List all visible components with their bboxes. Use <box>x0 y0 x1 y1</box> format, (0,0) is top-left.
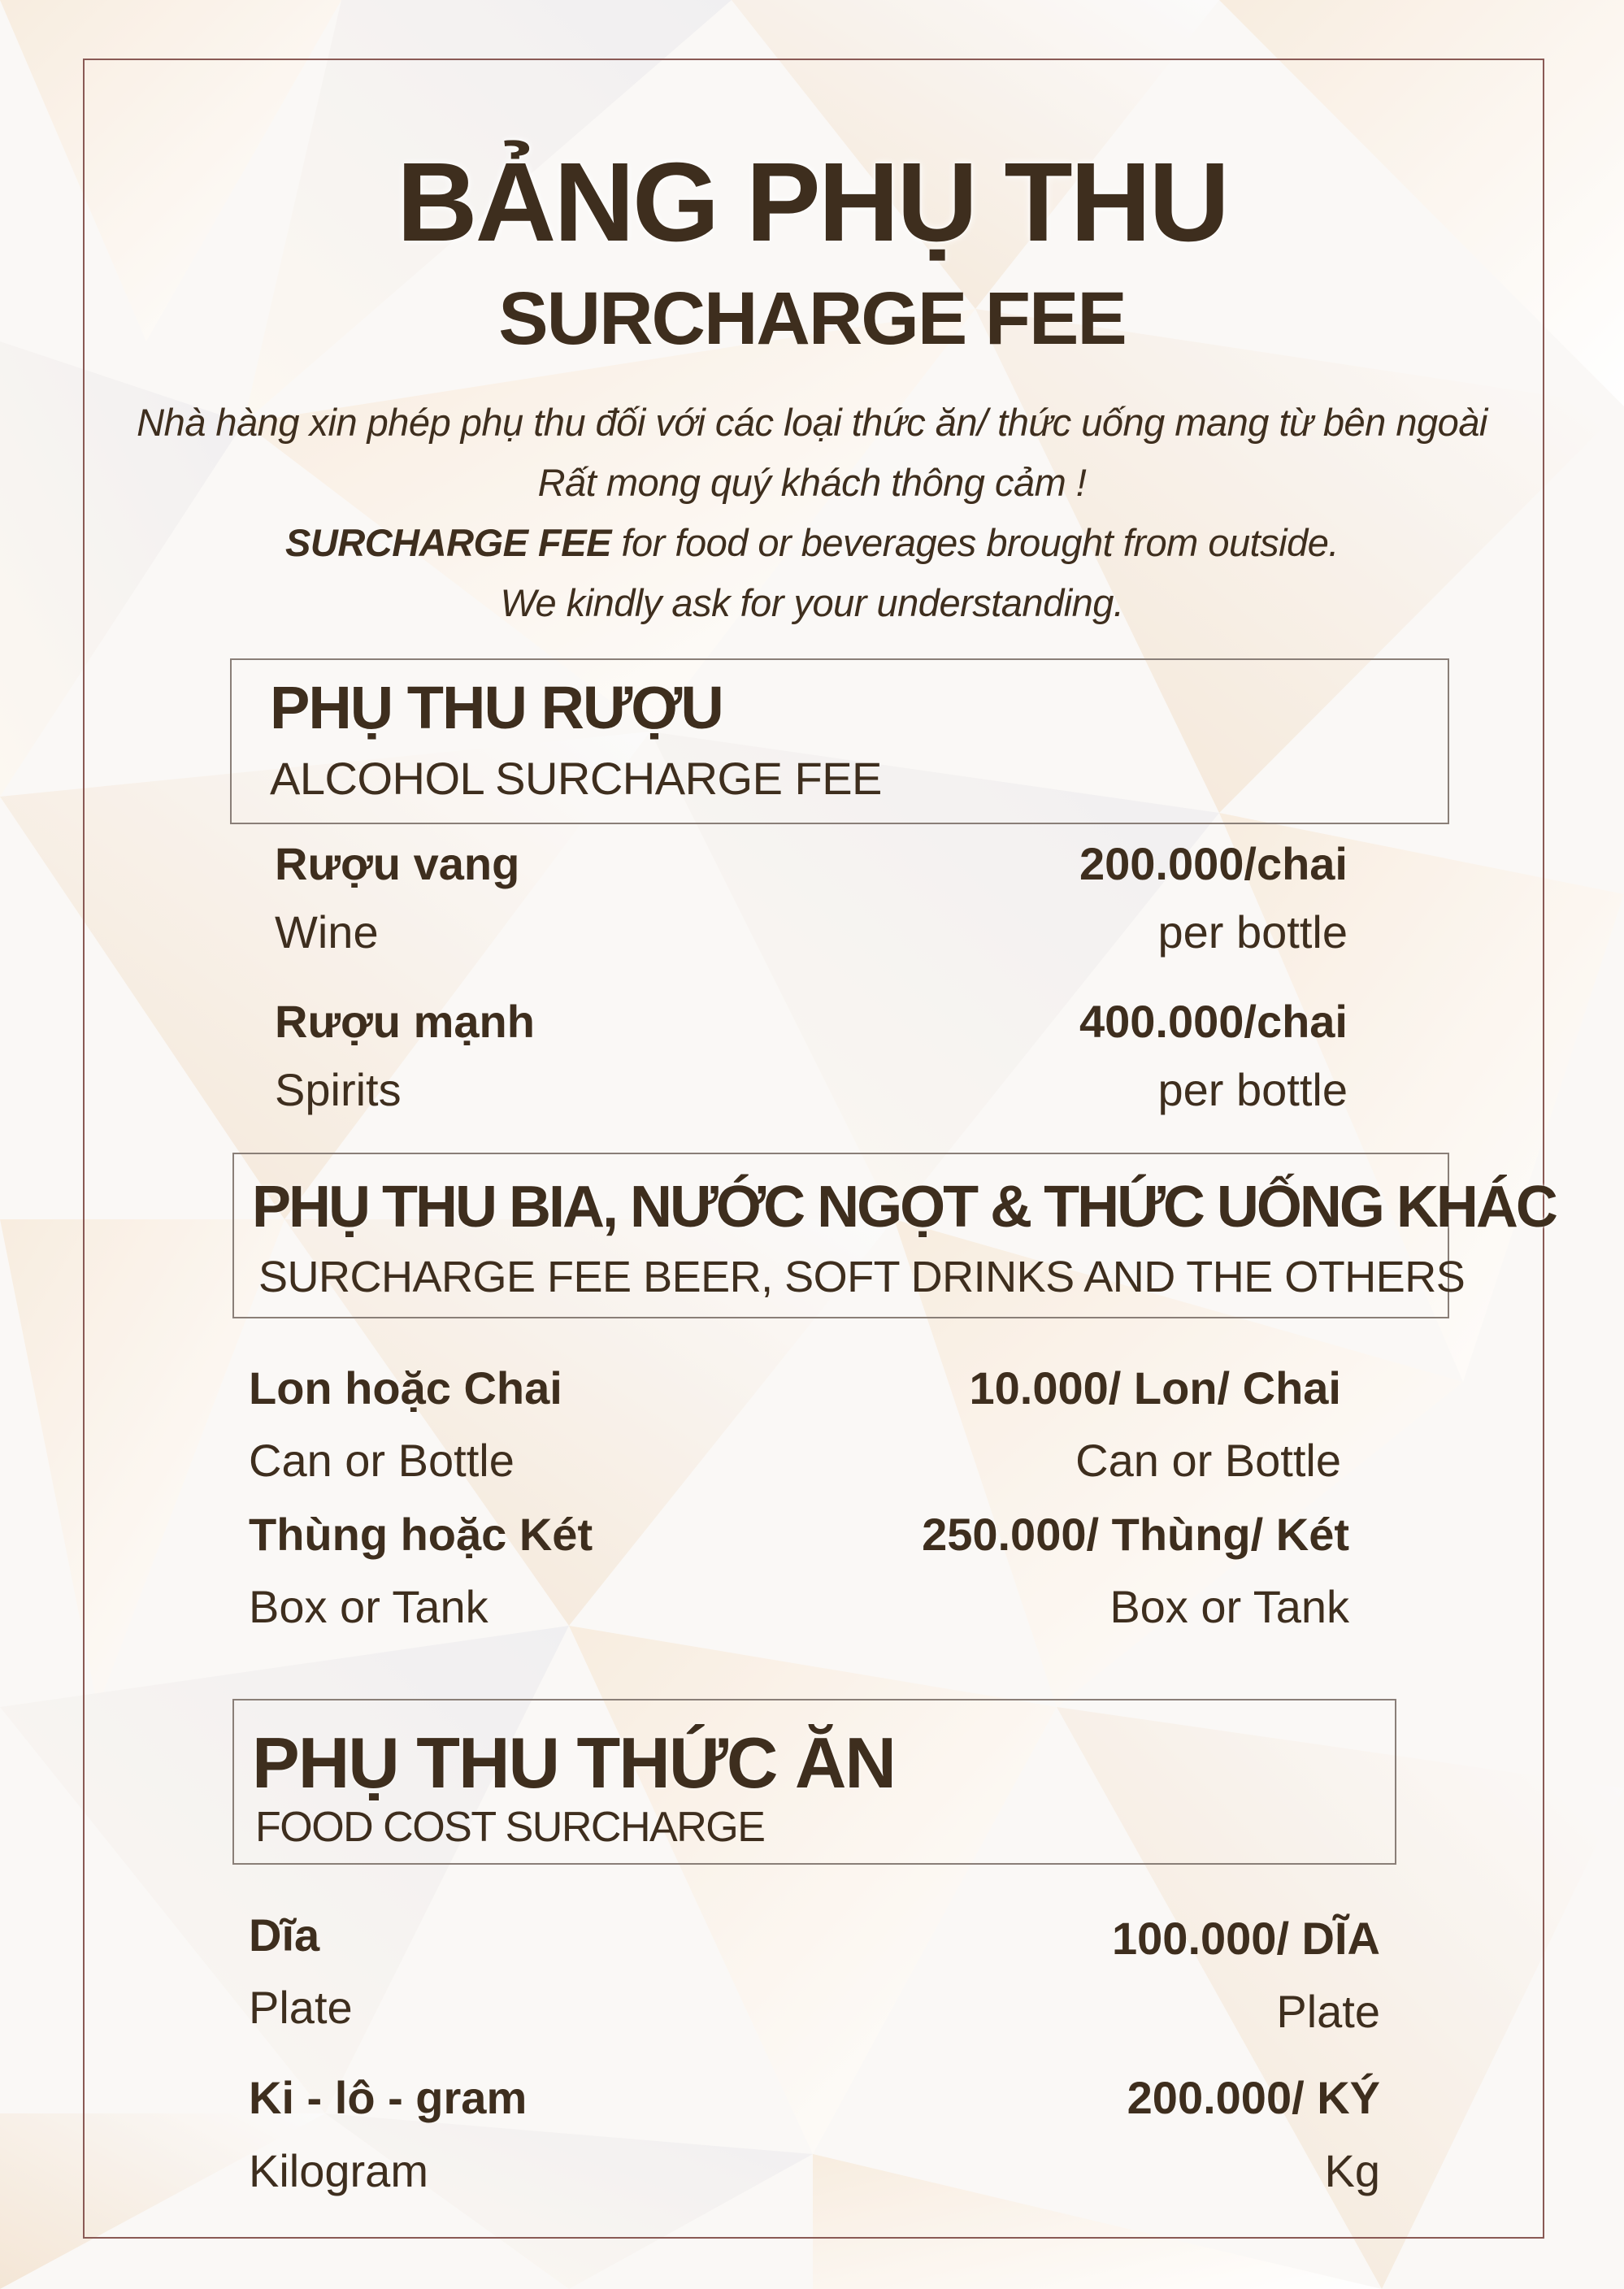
item-name-vi: Lon hoặc Chai <box>249 1362 562 1414</box>
item-name-en: Spirits <box>275 1064 402 1115</box>
section-title-food: PHỤ THU THỨC ĂN <box>252 1722 895 1803</box>
intro-line-en-rest: for food or beverages brought from outside. <box>610 521 1339 564</box>
item-price: 200.000/ KÝ <box>1127 2072 1380 2123</box>
intro-line-en <box>0 520 1624 565</box>
intro-surcharge-fee-label: SURCHARGE FEE <box>285 521 611 564</box>
section-subtitle-drinks: SURCHARGE FEE BEER, SOFT DRINKS AND THE OTHERS <box>258 1253 1466 1301</box>
item-name-en: Plate <box>249 1982 353 2033</box>
item-name-vi: Dĩa <box>249 1909 320 1961</box>
item-name-vi: Thùng hoặc Két <box>249 1509 593 1560</box>
item-price: 200.000/chai <box>1079 838 1348 889</box>
intro-line-vi: Nhà hàng xin phép phụ thu đối với các loại thức ăn/ thức uống mang từ bên ngoài <box>137 401 1487 444</box>
section-title-alcohol: PHỤ THU RƯỢU <box>270 674 723 741</box>
item-name-en: Box or Tank <box>249 1581 489 1632</box>
item-name-en: Wine <box>275 906 379 958</box>
item-name-vi: Rượu vang <box>275 838 520 889</box>
item-name-vi: Rượu mạnh <box>275 996 535 1047</box>
intro-line-en-2: We kindly ask for your understanding. <box>500 581 1124 624</box>
page-title: BẢNG PHỤ THU <box>397 140 1227 265</box>
item-unit: Box or Tank <box>1109 1581 1349 1632</box>
item-name-en: Kilogram <box>249 2145 428 2196</box>
item-price: 10.000/ Lon/ Chai <box>969 1362 1341 1414</box>
item-name-en: Can or Bottle <box>249 1435 515 1486</box>
item-price: 400.000/chai <box>1079 996 1348 1047</box>
page-subtitle: SURCHARGE FEE <box>498 277 1126 360</box>
section-title-drinks: PHỤ THU BIA, NƯỚC NGỌT & THỨC UỐNG KHÁC <box>252 1175 1556 1240</box>
section-subtitle-alcohol: ALCOHOL SURCHARGE FEE <box>270 753 882 804</box>
intro-line-vi-2: Rất mong quý khách thông cảm ! <box>537 461 1087 504</box>
section-subtitle-food: FOOD COST SURCHARGE <box>255 1804 765 1851</box>
item-price: 100.000/ DĨA <box>1112 1913 1380 1964</box>
item-unit: per bottle <box>1157 906 1348 958</box>
item-unit: Plate <box>1276 1986 1380 2037</box>
item-price: 250.000/ Thùng/ Két <box>922 1509 1349 1560</box>
item-name-vi: Ki - lô - gram <box>249 2072 528 2123</box>
item-unit: Kg <box>1324 2145 1380 2196</box>
item-unit: Can or Bottle <box>1075 1435 1341 1486</box>
item-unit: per bottle <box>1157 1064 1348 1115</box>
